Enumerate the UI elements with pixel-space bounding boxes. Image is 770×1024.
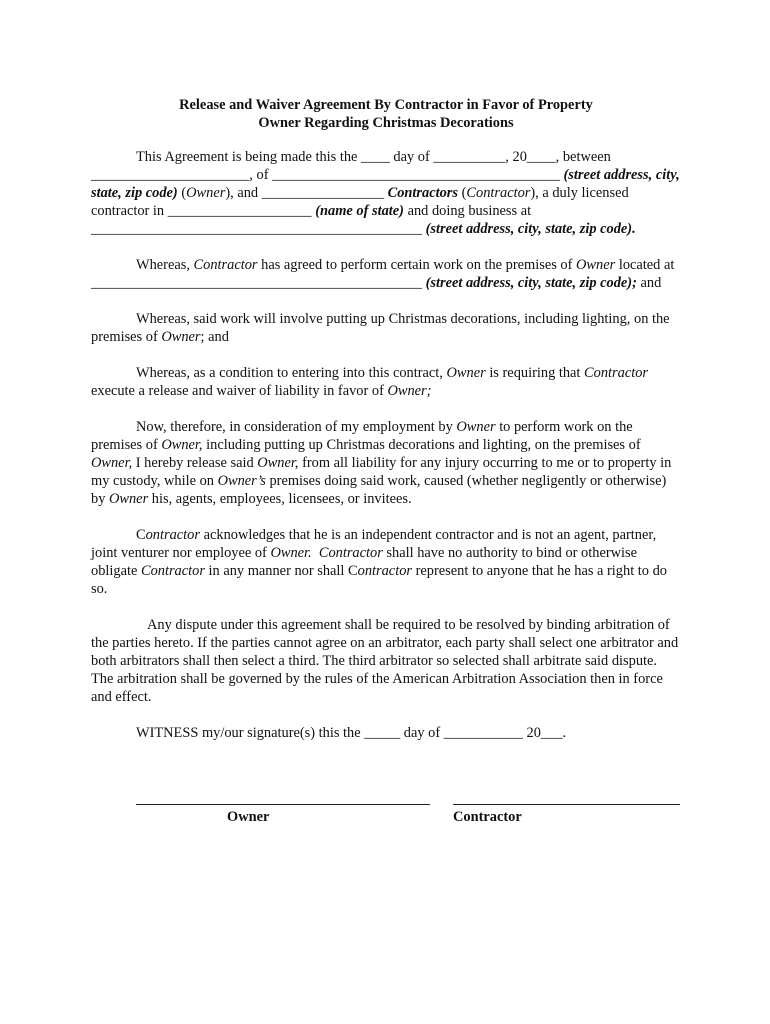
contractor-signature-label: Contractor <box>453 809 522 825</box>
paragraph-arbitration: Any dispute under this agreement shall be required to be resolved by binding arbitration of the parties hereto. If the parties cannot agree on an arbitrator, each party shall select one arbitrator and both arbitrators shall then select a third. The third arbitrator so selected shall arbitrate said dispute. The arbitration shall be governed by the rules of the American Arbitration Association then in force and effect. <box>91 617 679 705</box>
contractor-signature-line <box>453 804 680 805</box>
owner-signature-line <box>136 804 430 805</box>
document-title <box>91 96 681 132</box>
paragraph-parties: This Agreement is being made this the ____ day of __________, 20____, between ______________________, of ________________________________________ (street address, city, state, zip code) (Owner), and _________________ Contractors (Contractor), a duly licensed contractor in ____________________ (name of state) and doing business at ______________________________________________ (street address, city, state, zip code). <box>91 149 680 237</box>
agreement-body <box>91 96 681 760</box>
title-line-1: Release and Waiver Agreement By Contractor in Favor of Property <box>179 97 593 113</box>
witness-line: WITNESS my/our signature(s) this the _____ day of ___________ 20___. <box>136 725 567 741</box>
signature-block <box>0 804 770 844</box>
paragraph-independent-contractor: Contractor acknowledges that he is an independent contractor and is not an agent, partner, joint venturer nor employee of Owner. Contractor shall have no authority to bind or otherwise obligate Contractor in any manner nor shall Contractor represent to anyone that he has a right to do so. <box>91 527 667 597</box>
title-line-2: Owner Regarding Christmas Decorations <box>258 115 514 131</box>
paragraph-whereas-work: Whereas, Contractor has agreed to perform certain work on the premises of Owner located at ______________________________________________ (street address, city, state, zip code); and <box>91 257 675 291</box>
paragraph-release: Now, therefore, in consideration of my employment by Owner to perform work on the premises of Owner, including putting up Christmas decorations and lighting, on the premises of Owner, I hereby release said Owner, from all liability for any injury occurring to me or to property in my custody, while on Owner’s premises doing said work, caused (whether negligently or otherwise) by Owner his, agents, employees, licensees, or invitees. <box>91 419 672 507</box>
owner-signature-label: Owner <box>227 809 270 825</box>
paragraph-whereas-decorations: Whereas, said work will involve putting up Christmas decorations, including lighting, on the premises of Owner; and <box>91 311 670 345</box>
paragraph-whereas-release: Whereas, as a condition to entering into this contract, Owner is requiring that Contractor execute a release and waiver of liability in favor of Owner; <box>91 365 649 399</box>
